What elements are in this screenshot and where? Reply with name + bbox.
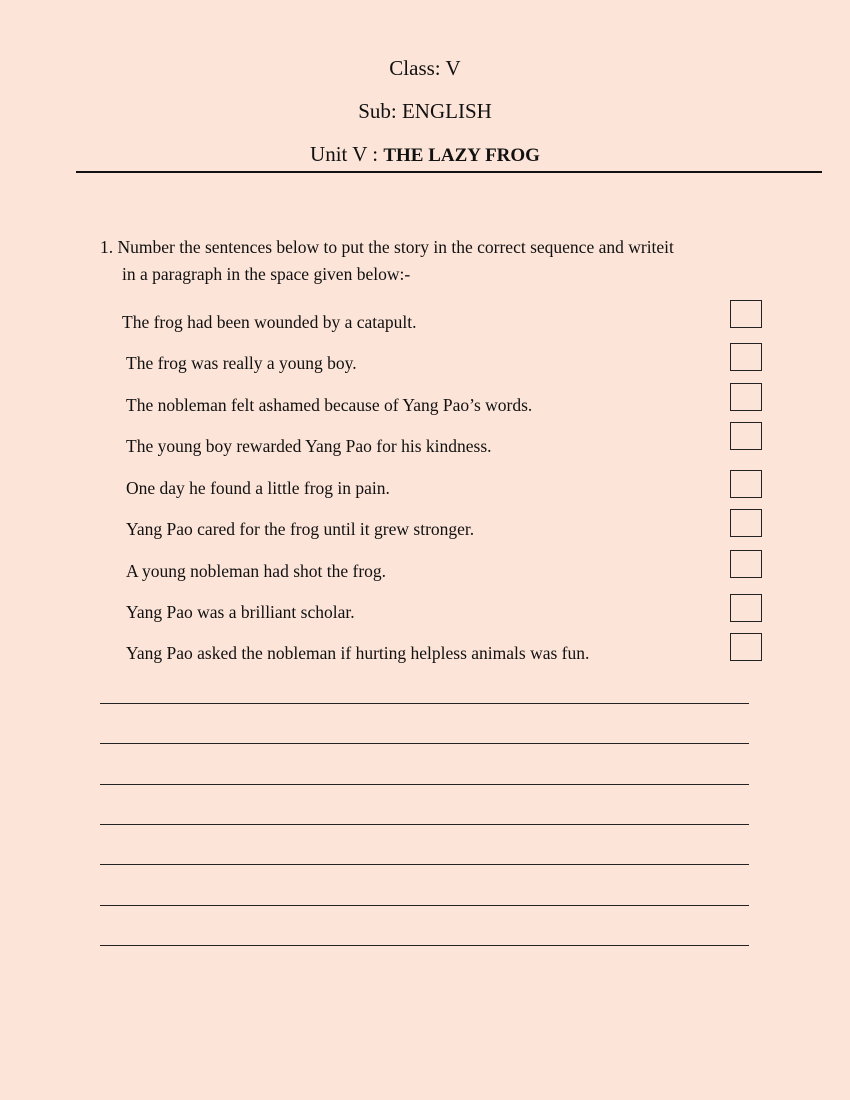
sequence-box-7[interactable] — [730, 550, 762, 578]
question-text-line2: in a paragraph in the space given below:- — [122, 264, 411, 284]
sentence-6: Yang Pao cared for the frog until it grew stronger. — [126, 519, 475, 539]
question-1 — [100, 234, 760, 288]
sequence-box-8[interactable] — [730, 594, 762, 622]
answer-writing-line[interactable] — [100, 864, 749, 865]
sequence-box-4[interactable] — [730, 422, 762, 450]
sentence-1: The frog had been wounded by a catapult. — [122, 312, 417, 332]
sentence-4: The young boy rewarded Yang Pao for his kindness. — [126, 436, 492, 456]
class-label: Class: V — [389, 56, 461, 80]
unit-heading — [0, 142, 850, 167]
sequence-box-5[interactable] — [730, 470, 762, 498]
answer-writing-line[interactable] — [100, 945, 749, 946]
sentence-5: One day he found a little frog in pain. — [126, 478, 390, 498]
unit-prefix: Unit V : — [310, 142, 384, 166]
sequence-box-3[interactable] — [730, 383, 762, 411]
question-number: 1. — [100, 237, 114, 257]
sentence-2: The frog was really a young boy. — [126, 353, 357, 373]
header-divider — [76, 171, 822, 173]
question-text-line1: Number the sentences below to put the story in the correct sequence and writeit — [117, 237, 674, 257]
answer-writing-line[interactable] — [100, 824, 749, 825]
subject-label: Sub: ENGLISH — [358, 99, 492, 123]
answer-writing-line[interactable] — [100, 784, 749, 785]
sequence-box-6[interactable] — [730, 509, 762, 537]
sequence-box-1[interactable] — [730, 300, 762, 328]
sentence-7: A young nobleman had shot the frog. — [126, 561, 387, 581]
unit-title: THE LAZY FROG — [383, 145, 540, 166]
answer-writing-line[interactable] — [100, 703, 749, 704]
sentence-8: Yang Pao was a brilliant scholar. — [126, 602, 355, 622]
sequence-box-2[interactable] — [730, 343, 762, 371]
sentence-3: The nobleman felt ashamed because of Yang Pao’s words. — [126, 395, 533, 415]
answer-writing-line[interactable] — [100, 905, 749, 906]
sequence-box-9[interactable] — [730, 633, 762, 661]
sentence-9: Yang Pao asked the nobleman if hurting helpless animals was fun. — [126, 643, 590, 663]
answer-writing-line[interactable] — [100, 743, 749, 744]
